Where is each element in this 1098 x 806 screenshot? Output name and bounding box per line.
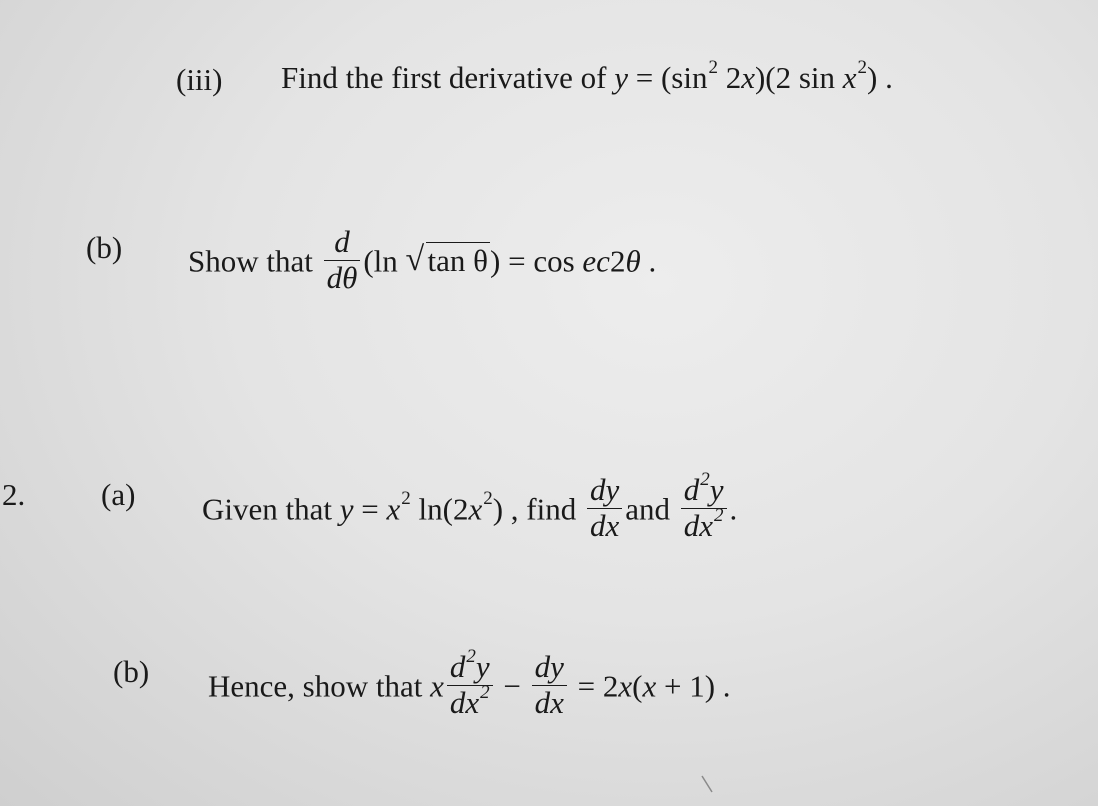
math-superscript: 2 — [480, 681, 490, 703]
fraction-denominator: dx — [534, 684, 564, 720]
math-superscript: 2 — [708, 57, 718, 78]
num-y: y — [475, 649, 490, 684]
num-y: y — [709, 472, 724, 507]
math-superscript: 2 — [401, 488, 411, 510]
math-superscript: 2 — [714, 504, 724, 526]
math-superscript: 2 — [466, 646, 476, 667]
num-d: d — [683, 472, 700, 507]
math-fraction-d2y-dx2 — [681, 469, 727, 543]
math-var-x: x — [386, 491, 401, 527]
fraction-denominator: dx — [589, 507, 620, 543]
math-var-y: y — [614, 60, 628, 95]
math-fraction-dy-dx — [532, 650, 567, 720]
math-minus: − — [495, 668, 529, 704]
math-segment: 2 — [717, 60, 742, 95]
math-segment: )(2 sin — [754, 60, 843, 95]
math-superscript: 2 — [700, 469, 710, 490]
fraction-numerator — [681, 469, 727, 509]
question-2a-prompt: Given that — [202, 491, 332, 527]
math-superscript: 2 — [483, 488, 493, 510]
math-var-x: x — [741, 60, 755, 95]
num-d: d — [449, 649, 466, 684]
math-equals: = — [627, 60, 661, 95]
question-iii-prompt: Find the first derivative of — [281, 60, 607, 95]
question-number-2: 2. — [2, 477, 26, 512]
math-segment: 2 — [609, 243, 626, 279]
math-var-x: x — [642, 668, 657, 704]
math-fraction-d-dtheta — [324, 225, 361, 295]
math-equals: = — [353, 491, 387, 527]
fraction-numerator: d — [324, 225, 361, 261]
math-segment: ) , find — [492, 491, 577, 527]
question-b1-text — [188, 224, 657, 299]
math-segment: = 2 — [569, 668, 619, 704]
question-label-b-1: (b) — [86, 230, 123, 265]
fraction-denominator — [447, 681, 493, 721]
math-fraction-d2y-dx2 — [447, 646, 493, 720]
sqrt-radicand: tan θ — [427, 243, 489, 279]
math-segment: ( — [632, 668, 643, 704]
math-segment: ) . — [867, 60, 893, 95]
question-iii-text — [281, 57, 893, 95]
math-fraction-dy-dx — [587, 473, 622, 543]
math-square-root — [405, 241, 490, 279]
math-var-y: y — [339, 491, 354, 527]
fraction-numerator: dy — [587, 473, 622, 509]
fraction-denominator — [681, 504, 727, 544]
math-segment: ec — [582, 243, 610, 279]
math-var-x: x — [430, 668, 444, 704]
question-label-b-2: (b) — [113, 654, 150, 689]
math-segment: ln(2 — [410, 491, 469, 527]
math-var-x: x — [468, 491, 483, 527]
sqrt-symbol: √ — [405, 241, 425, 279]
question-label-a: (a) — [101, 477, 136, 512]
question-2b-prompt: Hence, show that — [208, 668, 423, 704]
den-dx: dx — [449, 684, 480, 720]
pen-mark — [698, 772, 728, 802]
question-b1-prompt: Show that — [188, 243, 313, 279]
math-segment: + 1) . — [656, 668, 731, 704]
math-var-theta: θ — [625, 243, 641, 279]
question-2b-text — [208, 646, 731, 724]
fraction-numerator: dy — [532, 650, 567, 686]
math-segment: . — [640, 243, 657, 279]
math-period: . — [729, 491, 738, 527]
question-2a-text — [202, 469, 738, 547]
math-segment: ) = cos — [490, 243, 583, 279]
question-label-iii: (iii) — [176, 62, 223, 97]
conjunction-and: and — [625, 491, 671, 527]
fraction-denominator: dθ — [326, 259, 358, 295]
den-dx: dx — [683, 507, 714, 543]
math-var-x: x — [618, 668, 633, 704]
math-superscript: 2 — [857, 57, 868, 78]
fraction-numerator — [447, 646, 493, 686]
math-segment: (sin — [660, 60, 708, 95]
math-segment: (ln — [363, 243, 406, 279]
math-var-x: x — [842, 60, 857, 95]
